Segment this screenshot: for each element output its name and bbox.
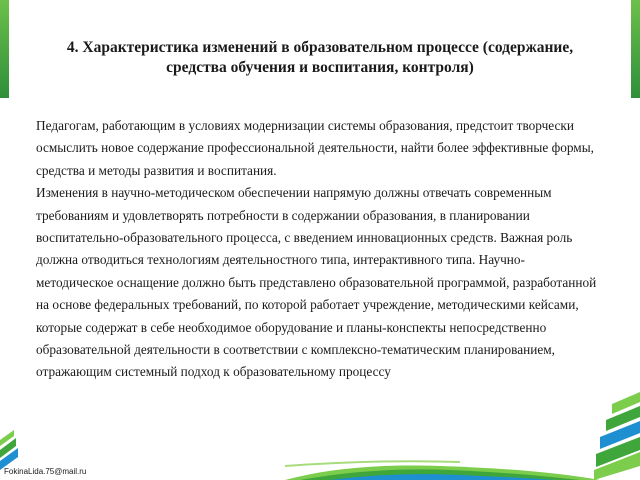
slide-title-line-2: средства обучения и воспитания, контроля) — [166, 59, 474, 76]
body-paragraph-1: Педагогам, работающим в условиях модернизации системы образования, предстоит творчески осмыслить новое содержание профессиональной деятельности, найти более эффективные формы, средства и методы развития и воспитания. — [36, 118, 594, 178]
slide-title-line-1: 4. Характеристика изменений в образовательном процессе (содержание, — [66, 39, 574, 56]
bottom-left-stripes — [0, 430, 18, 470]
body-paragraph-2: Изменения в научно-методическом обеспечении напрямую должны отвечать современным требованиям и удовлетворять потребности в содержании образования, в планировании воспитательно-образовательного процесса, с введением инновационных средств. Важная роль должна отводиться технологиям деятельностного типа, интерактивного типа. Научно-методическое оснащение должно быть представлено образовательной программой, разработанной на основе федеральных требований, по которой работает учреждение, методическими кейсами, которые содержат в себе необходимое оборудование и планы-конспекты непосредственно образовательной деятельности в соответствии с комплексно-тематическим планированием, отражающим системный подход к образовательному процессу — [36, 185, 597, 380]
bottom-wave — [285, 461, 600, 480]
bottom-right-stripes — [594, 392, 640, 480]
footer-email: FokinaLida.75@mail.ru — [4, 467, 87, 476]
